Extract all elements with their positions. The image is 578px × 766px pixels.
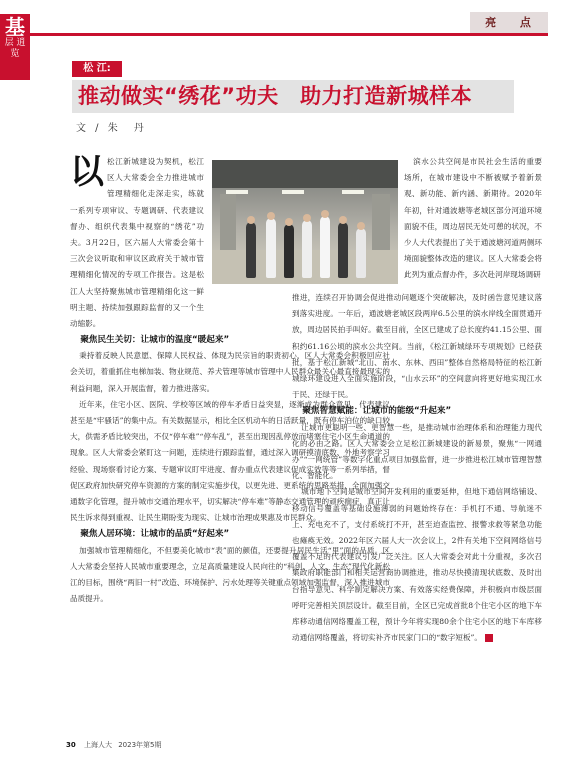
article-title: 推动做实“绣花”功夫 助力打造新城样本: [72, 80, 514, 113]
intro-paragraph: 松江新城建设为契机，松江区人大常委会全力推进城市管理精细化走深走实，练就一系列专项审议、专题调研、代表建议督办、组织代表集中视察的“绣花”功夫。3月22日，区六届人大常委会第十三次会议听取和审议区政府关于城市管理精细化情况的专项工作报告。这是松江人大坚持聚焦城市管理精细化这一鲜明主题、持续加强跟踪监督的又一个生动缩影。: [70, 157, 204, 329]
end-mark-icon: [485, 634, 493, 642]
section-heading-3: 聚焦智慧赋能：让城市的能级“升起来”: [302, 406, 452, 417]
section-heading-1: 聚焦民生关切：让城市的温度“暖起来”: [80, 335, 230, 345]
paragraph: 秉持着反映人民意愿、保障人民权益、体现为民宗旨的职责初心，区人大常委会积极回应社会关切，着重抓住电梯加装、物业规范、养犬管理等城市管理中人民群众最关心最直接最现实的利益问题，深入开展监督，着力推进落实。: [70, 351, 390, 393]
section-side-tab: [0, 14, 30, 80]
person-figure: [302, 220, 312, 278]
paragraph: 滨水公共空间是市民社会生活的重要场所，在城市建设中不断被赋予着新景观、新功能、新内涵、新期待。2020年年初，针对通波塘等老城区部分河道环境面貌不佳，周边居民无处可憩的状况，不少人大代表提出了关于通波塘河道两侧环境面貌整体改造的建议。区人大常委会将此列为重点督办件，多次赴河岸现场调研: [404, 157, 542, 280]
section-heading-2: 聚焦人居环境：让城市的品质“好起来”: [80, 529, 230, 540]
paragraph: 推进，连续召开协调会促进推动问题逐个突破解决，及时函告意见建议落到落实进度。一年后，通波塘老城区段两岸6.5公里的滨水岸线全面贯通开放，周边居民拍手叫好。截至目前，全区已建成了总长度约41.15公里、面积约61.16公顷的滨水公共空间。当前，《松江新城绿环专项规划》已经获批，基于松江新城“北山、南水、东林、西田”整体自然格局特征的松江新城绿环建设进入全面实施阶段，“山水云环”的空间意向将更好地实现江水于民、还绿于民。: [292, 293, 542, 400]
page-number: 30: [66, 741, 76, 749]
byline: 文 / 朱 丹: [76, 123, 147, 134]
side-tab-big-char: 基: [5, 15, 25, 39]
article-photo: [212, 160, 398, 284]
person-figure: [246, 222, 256, 278]
header-rule: [30, 33, 548, 36]
paragraph: 近年来，住宅小区、医院、学校等区域的停车矛盾日益突显，逐渐成为群众意见、代表建议甚至是“牢骚话”的集中点。有关数据显示，相比全区机动车的日活跃量，既有停车泊位的缺口较大，供需矛盾比较突出，不仅“停车难”“停车乱”，甚至出现因乱停放而堵塞住宅小区生命通道的现象。区人大常委会紧盯这一问题，连续进行跟踪监督，通过深入调研摸清底数、外地考察学习经验、现场察看讨论方案、专题审议盯牢进度、督办重点代表建议促成实效等等一系列举措，督促区政府加快研究停车资源的方案的制定实施步伐，以更先进、更系统的思路举措，全面加强交通数字化管理，提升城市交通治理水平，切实解决“停车难”等静态交通管理的顽疾痼症，真正让民生诉求得到重视、让民生期盼变为现实、让城市治理成果惠及市民群众。: [70, 399, 390, 523]
region-tag: 松 江:: [72, 61, 122, 77]
paragraph: 让城市更聪明一些、更智慧一些，是推动城市治理体系和治理能力现代化的必由之路。区人大常委会立足松江新城建设的新易景，聚焦“一网通办”“一网统管”等数字化重点项目加强监督，进一步推进松江城市管理智慧化、智能化。: [292, 422, 542, 481]
magazine-name: 上海人大: [83, 741, 112, 749]
intro-block: [70, 154, 204, 332]
column-label: 亮 点: [470, 12, 548, 33]
right-column-top: [404, 154, 542, 284]
person-figure: [266, 218, 276, 278]
person-figure: [338, 222, 348, 278]
person-figure: [320, 216, 330, 278]
issue-label: 2023年第5期: [118, 741, 162, 749]
right-column-bottom: [292, 290, 542, 646]
paragraph: 城市地下空间是城市空间开发利用的重要延伸，但地下通信网络铺设、移动信号覆盖等基础设施薄弱的问题始终存在：手机打不通、导航迷不上、充电充不了，支付系统打不开，甚至迫查监控、报警求救等紧急功能也瘫痪无效。2022年区六届人大一次会议上，2件有关地下空间网络信号覆盖不足的代表建议引发广泛关注。区人大常委会对此十分重视，多次召集政府职能部门和相关运营商协调推进，推动尽快摸清现状底数、及时出台指导意见、科学制定解决方案、有效落实经费保障，并积极向市级层面呼吁完善相关顶层设计。截至目前，全区已完成首批8个住宅小区的地下车库移动通信网络覆盖工程，预计今年将实现80余个住宅小区的地下车库移动通信网络覆盖，将切实补齐市民家门口的“数字短板”。: [292, 487, 542, 643]
paragraph: 加强城市管理精细化，不但要美化城市“表”面的颜值，还要提升居民生活“里”面的品质。区人大常委会坚持人民城市重要理念，立足高质量建设人民向往的“科创、人文、生态”现代化新松江的目标，围绕“两旧一村”改造、环境保护、污水处理等关键重点领域加强监督，深入推进城市品质提升。: [70, 545, 390, 604]
person-figure: [356, 228, 366, 278]
person-figure: [284, 224, 294, 278]
photo-ceiling: [212, 160, 398, 188]
page-footer: [66, 740, 162, 750]
drop-cap: 以: [70, 152, 104, 192]
side-tab-label: 层 逍 览: [4, 38, 26, 59]
